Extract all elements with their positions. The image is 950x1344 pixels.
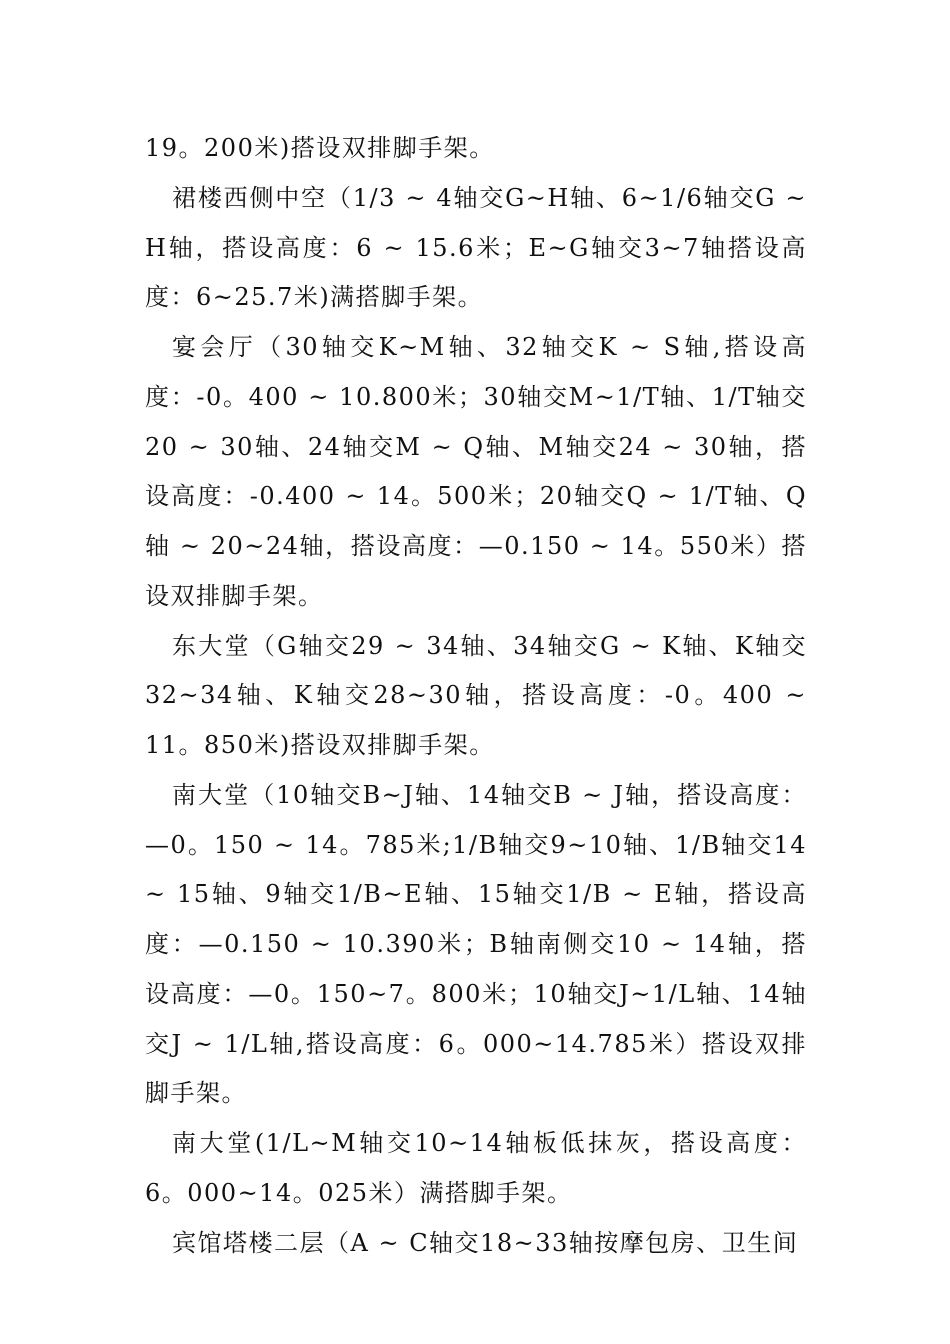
paragraph-south-lobby-ceiling: 南大堂(1/L~M轴交10~14轴板低抹灰，搭设高度：6。000~14。025米）满搭脚手架。 xyxy=(145,1129,807,1207)
paragraph-east-lobby: 东大堂（G轴交29 ~ 34轴、34轴交G ~ K轴、K轴交32~34轴、K轴交28~30轴，搭设高度：-0。400 ~ 11。850米)搭设双排脚手架。 xyxy=(145,631,807,759)
paragraph-podium-west-void: 裙楼西侧中空（1/3 ~ 4轴交G~H轴、6~1/6轴交G ~ H轴，搭设高度：6 ~ 15.6米；E~G轴交3~7轴搭设高度：6~25.7米)满搭脚手架。 xyxy=(145,183,807,312)
paragraph-south-lobby: 南大堂（10轴交B~J轴、14轴交B ~ J轴，搭设高度：—0。150 ~ 14。785米;1/B轴交9~10轴、1/B轴交14 ~ 15轴、9轴交1/B~E轴、15轴交1/B ~ E轴，搭设高度：—0.150 ~ 10.390米；B轴南侧交10 ~ 14轴，搭设高度：—0。150~7。800米；10轴交J~1/L轴、14轴交J ~ 1/L轴,搭设高度：6。000~14.785米）搭设双排脚手架。 xyxy=(145,780,807,1108)
paragraph-continuation: 19。200米)搭设双排脚手架。 xyxy=(145,134,495,162)
paragraph-hotel-tower-second-floor: 宾馆塔楼二层（A ~ C轴交18~33轴按摩包房、卫生间 xyxy=(172,1228,799,1257)
paragraph-banquet-hall: 宴会厅（30轴交K~M轴、32轴交K ~ S轴,搭设高度：-0。400 ~ 10.800米；30轴交M~1/T轴、1/T轴交20 ~ 30轴、24轴交M ~ Q轴、M轴交24 ~ 30轴，搭设高度：-0.400 ~ 14。500米；20轴交Q ~ 1/T轴、Q轴 ~ 20~24轴，搭设高度：—0.150 ~ 14。550米）搭设双排脚手架。 xyxy=(145,333,807,610)
document-body xyxy=(145,124,807,1268)
